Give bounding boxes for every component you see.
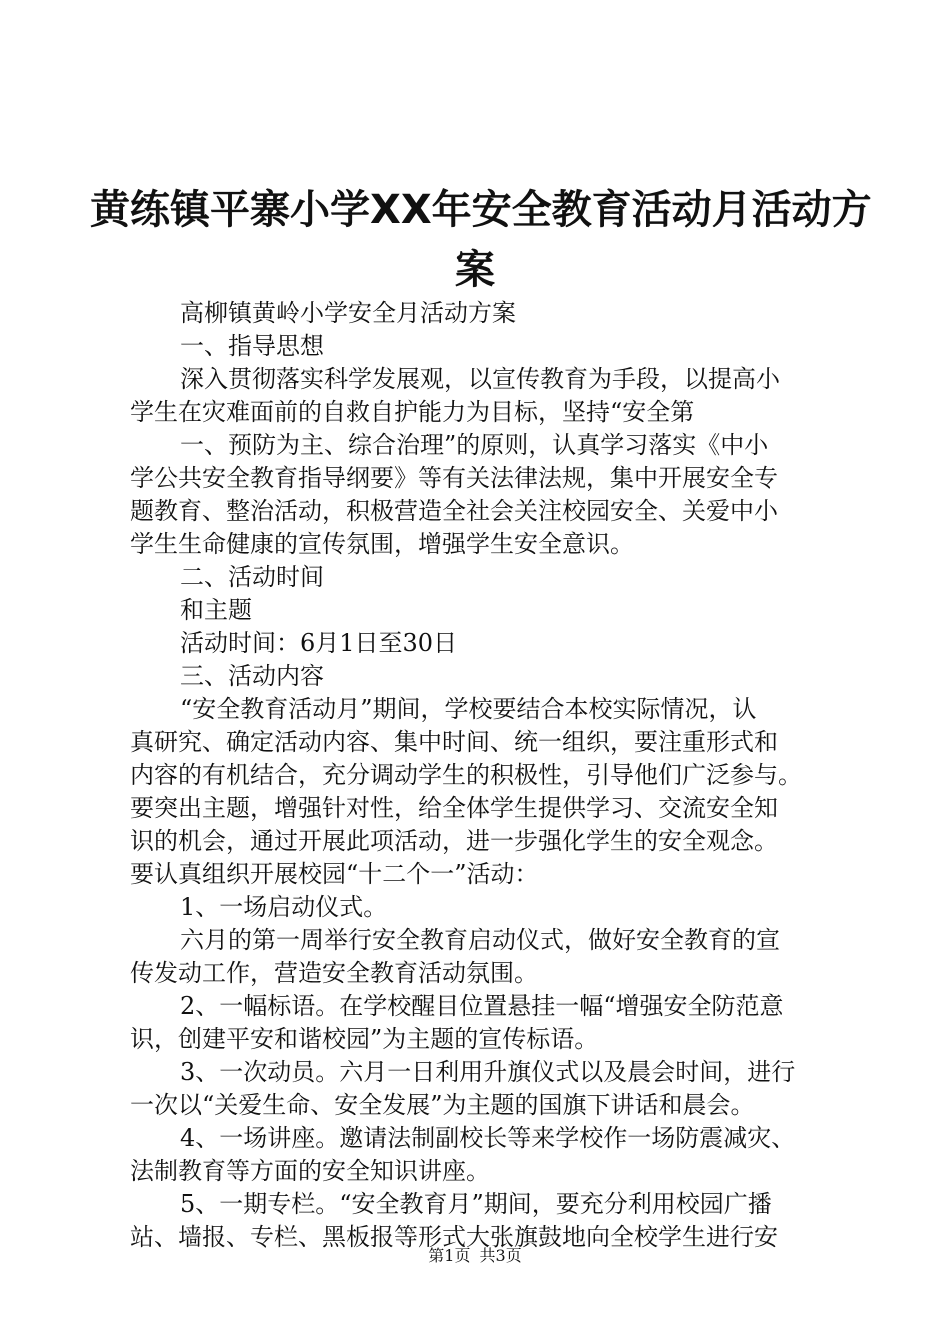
paragraph-line: 法制教育等方面的安全知识讲座。	[130, 1157, 490, 1185]
paragraph-line: 识，创建平安和谐校园”为主题的宣传标语。	[130, 1025, 599, 1053]
paragraph-line: 站、墙报、专栏、黑板报等形式大张旗鼓地向全校学生进行安	[130, 1223, 778, 1251]
paragraph-line: 真研究、确定活动内容、集中时间、统一组织，要注重形式和	[130, 728, 778, 756]
paragraph-line: 学生生命健康的宣传氛围，增强学生安全意识。	[130, 530, 634, 558]
paragraph-line: 高柳镇黄岭小学安全月活动方案	[180, 299, 516, 327]
paragraph-line: 学生在灾难面前的自救自护能力为目标，坚持“安全第	[130, 398, 695, 426]
paragraph-line: 活动时间：6月1日至30日	[180, 629, 458, 657]
paragraph-line: 和主题	[180, 596, 252, 624]
paragraph-line: “安全教育活动月”期间，学校要结合本校实际情况，认	[180, 695, 757, 723]
page-number-current: 第1页	[428, 1246, 471, 1265]
paragraph-line: 二、活动时间	[180, 563, 324, 591]
paragraph-line: 5、一期专栏。“安全教育月”期间，要充分利用校园广播	[180, 1190, 772, 1218]
paragraph-line: 一、预防为主、综合治理”的原则，认真学习落实《中小	[180, 431, 769, 459]
paragraph-line: 一、指导思想	[180, 332, 324, 360]
paragraph-line: 识的机会，通过开展此项活动，进一步强化学生的安全观念。	[130, 827, 778, 855]
paragraph-line: 2、一幅标语。在学校醒目位置悬挂一幅“增强安全防范意	[180, 992, 784, 1020]
paragraph-line: 题教育、整治活动，积极营造全社会关注校园安全、关爱中小	[130, 497, 778, 525]
document-title-line-2: 案	[455, 247, 495, 293]
paragraph-line: 1、一场启动仪式。	[180, 893, 388, 921]
document-body	[130, 297, 830, 1254]
paragraph-line: 传发动工作，营造安全教育活动氛围。	[130, 959, 538, 987]
paragraph-line: 3、一次动员。六月一日利用升旗仪式以及晨会时间，进行	[180, 1058, 796, 1086]
paragraph-line: 三、活动内容	[180, 662, 324, 690]
paragraph-line: 一次以“关爱生命、安全发展”为主题的国旗下讲话和晨会。	[130, 1091, 755, 1119]
paragraph-line: 深入贯彻落实科学发展观，以宣传教育为手段，以提高小	[180, 365, 780, 393]
paragraph-line: 4、一场讲座。邀请法制副校长等来学校作一场防震减灾、	[180, 1124, 796, 1152]
paragraph-line: 要认真组织开展校园“十二个一”活动：	[130, 860, 539, 888]
paragraph-line: 内容的有机结合，充分调动学生的积极性，引导他们广泛参与。	[130, 761, 802, 789]
page-footer	[0, 1246, 950, 1266]
document-title-line-1: 黄练镇平寨小学XX年安全教育活动月活动方	[90, 187, 872, 233]
paragraph-line: 学公共安全教育指导纲要》等有关法律法规，集中开展安全专	[130, 464, 778, 492]
page-number-total: 共3页	[479, 1246, 522, 1265]
paragraph-line: 六月的第一周举行安全教育启动仪式，做好安全教育的宣	[180, 926, 780, 954]
paragraph-line: 要突出主题，增强针对性，给全体学生提供学习、交流安全知	[130, 794, 778, 822]
